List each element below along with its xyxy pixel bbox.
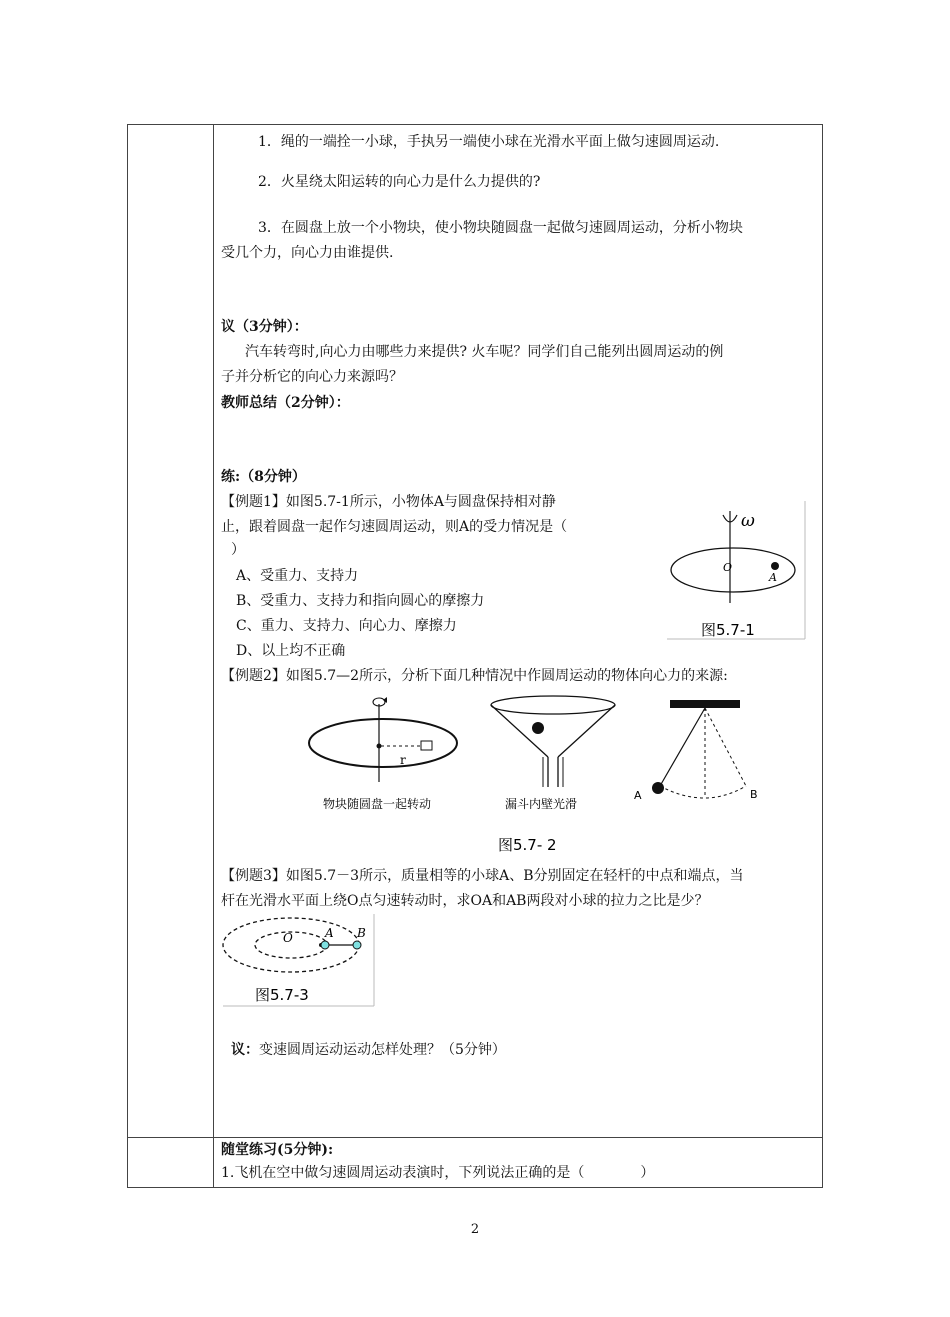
example-2 [221,666,728,686]
disk-caption: 物块随圆盘一起转动 [323,797,432,811]
radius-label: r [400,753,406,767]
origin-label: O [723,561,733,574]
point-o-label: O [283,931,293,945]
example-3-text-1: 如图5.7－3所示，质量相等的小球A、B分别固定在轻杆的中点和端点，当 [285,868,744,884]
funnel-caption: 漏斗内壁光滑 [505,797,578,811]
option-b: B、受重力、支持力和指向圆心的摩擦力 [236,593,485,609]
example-1-line2: 止，跟着圆盘一起作匀速圆周运动，则A的受力情况是（ [221,519,568,535]
classroom-heading: 随堂练习(5分钟): [221,1142,334,1158]
discuss-line1: 汽车转弯时,向心力由哪些力来提供? 火车呢？同学们自己能列出圆周运动的例 [245,344,724,360]
example-3-line1 [221,866,744,886]
teacher-summary: 教师总结（2分钟）： [221,395,350,411]
discuss-2-label: 议： [231,1042,259,1058]
discuss-line2: 子并分析它的向心力来源吗？ [221,369,403,385]
option-d: D、以上均不正确 [236,643,346,659]
block-shape [421,741,432,750]
figure-3-caption: 图5.7-3 [255,986,309,1004]
point-b-label: B [357,926,366,940]
funnel-ball [532,722,544,734]
option-c: C、重力、支持力、向心力、摩擦力 [236,618,457,634]
pendulum-b-label: B [750,788,758,801]
example-2-prefix: 【例题2】 [221,668,286,684]
discuss-heading: 议（3分钟）： [221,319,308,335]
example-3-prefix: 【例题3】 [221,868,286,884]
discuss-2-text: 变速圆周运动运动怎样处理？（5分钟） [259,1042,506,1058]
block-a-label: A [769,571,777,584]
question-1: 1．绳的一端拴一小球，手执另一端使小球在光滑水平面上做匀速圆周运动. [258,134,720,150]
example-3-line2: 杆在光滑水平面上绕O点匀速转动时，求OA和AB两段对小球的拉力之比是少？ [221,893,709,909]
option-a: A、受重力、支持力 [236,568,359,584]
figure-5-7-3 [221,912,376,1008]
question-2: 2．火星绕太阳运转的向心力是什么力提供的? [258,174,541,190]
pendulum-ball [652,782,664,794]
example-2-text: 如图5.7—2所示，分析下面几种情况中作圆周运动的物体向心力的来源: [285,668,728,684]
page-number: 2 [470,1222,480,1237]
ball-b [353,941,361,949]
question-3-line2: 受几个力，向心力由谁提供. [221,245,394,261]
practice-heading: 练:（8分钟） [221,469,306,485]
ceiling [670,700,740,708]
omega-label: ω [741,511,755,531]
lesson-table [127,124,823,1188]
question-3-line1: 3．在圆盘上放一个小物块，使小物块随圆盘一起做匀速圆周运动，分析小物块 [258,220,743,236]
column-divider [213,125,214,1187]
block-a-dot [771,562,779,570]
figure-5-7-2 [305,692,758,860]
row-divider [128,1137,822,1138]
ball-a [321,941,329,949]
figure-5-7-1 [665,499,807,641]
figure-1-caption: 图5.7-1 [701,621,755,639]
discuss-2 [231,1040,506,1060]
example-1-line3: ） [231,542,245,558]
example-1-text-1: 如图5.7-1所示，小物体A与圆盘保持相对静 [285,494,556,510]
example-1-line1 [221,492,556,512]
example-1-prefix: 【例题1】 [221,494,286,510]
figure-2-caption: 图5.7- 2 [498,836,557,854]
classroom-question-1: 1.飞机在空中做匀速圆周运动表演时，下列说法正确的是（ ） [221,1165,655,1181]
point-a-label: A [325,926,334,940]
pendulum-a-label: A [634,789,642,802]
